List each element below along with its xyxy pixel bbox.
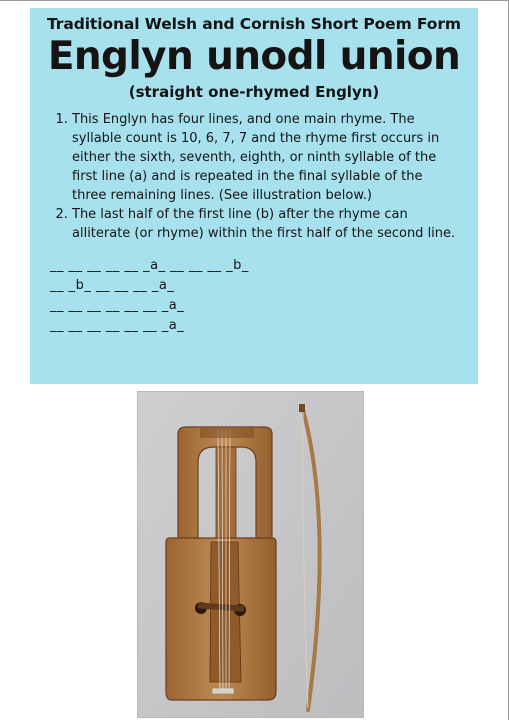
crwth-illustration <box>138 392 363 717</box>
rules-list <box>42 110 466 243</box>
card-subtitle: Traditional Welsh and Cornish Short Poem Form <box>47 15 461 33</box>
card-tagline: (straight one-rhymed Englyn) <box>128 83 380 101</box>
pattern-line: __ __ __ __ __ _a_ __ __ __ _b_ <box>50 258 249 273</box>
pattern-line: __ _b_ __ __ __ _a_ <box>50 278 175 293</box>
rhyme-pattern-diagram <box>50 256 466 336</box>
rule-item: 1. This Englyn has four lines, and one main rhyme. The syllable count is 10, 6, 7, 7 and the rhyme first occurs in either the sixth, seventh, eighth, or ninth syllable of the first line (a) and is repeated in the final syllable of the three remaining lines. (See illustration below.) <box>72 110 460 205</box>
card-title: Englyn unodl union <box>47 34 461 79</box>
poem-form-card <box>30 8 478 384</box>
crwth-photo <box>137 391 364 718</box>
pattern-line: __ __ __ __ __ __ _a_ <box>50 298 185 313</box>
rule-item: 2. The last half of the first line (b) after the rhyme can alliterate (or rhyme) within the first half of the second line. <box>72 205 460 243</box>
pattern-line: __ __ __ __ __ __ _a_ <box>50 318 185 333</box>
frame-border-top <box>0 0 509 1</box>
crwth-instrument <box>166 427 276 700</box>
